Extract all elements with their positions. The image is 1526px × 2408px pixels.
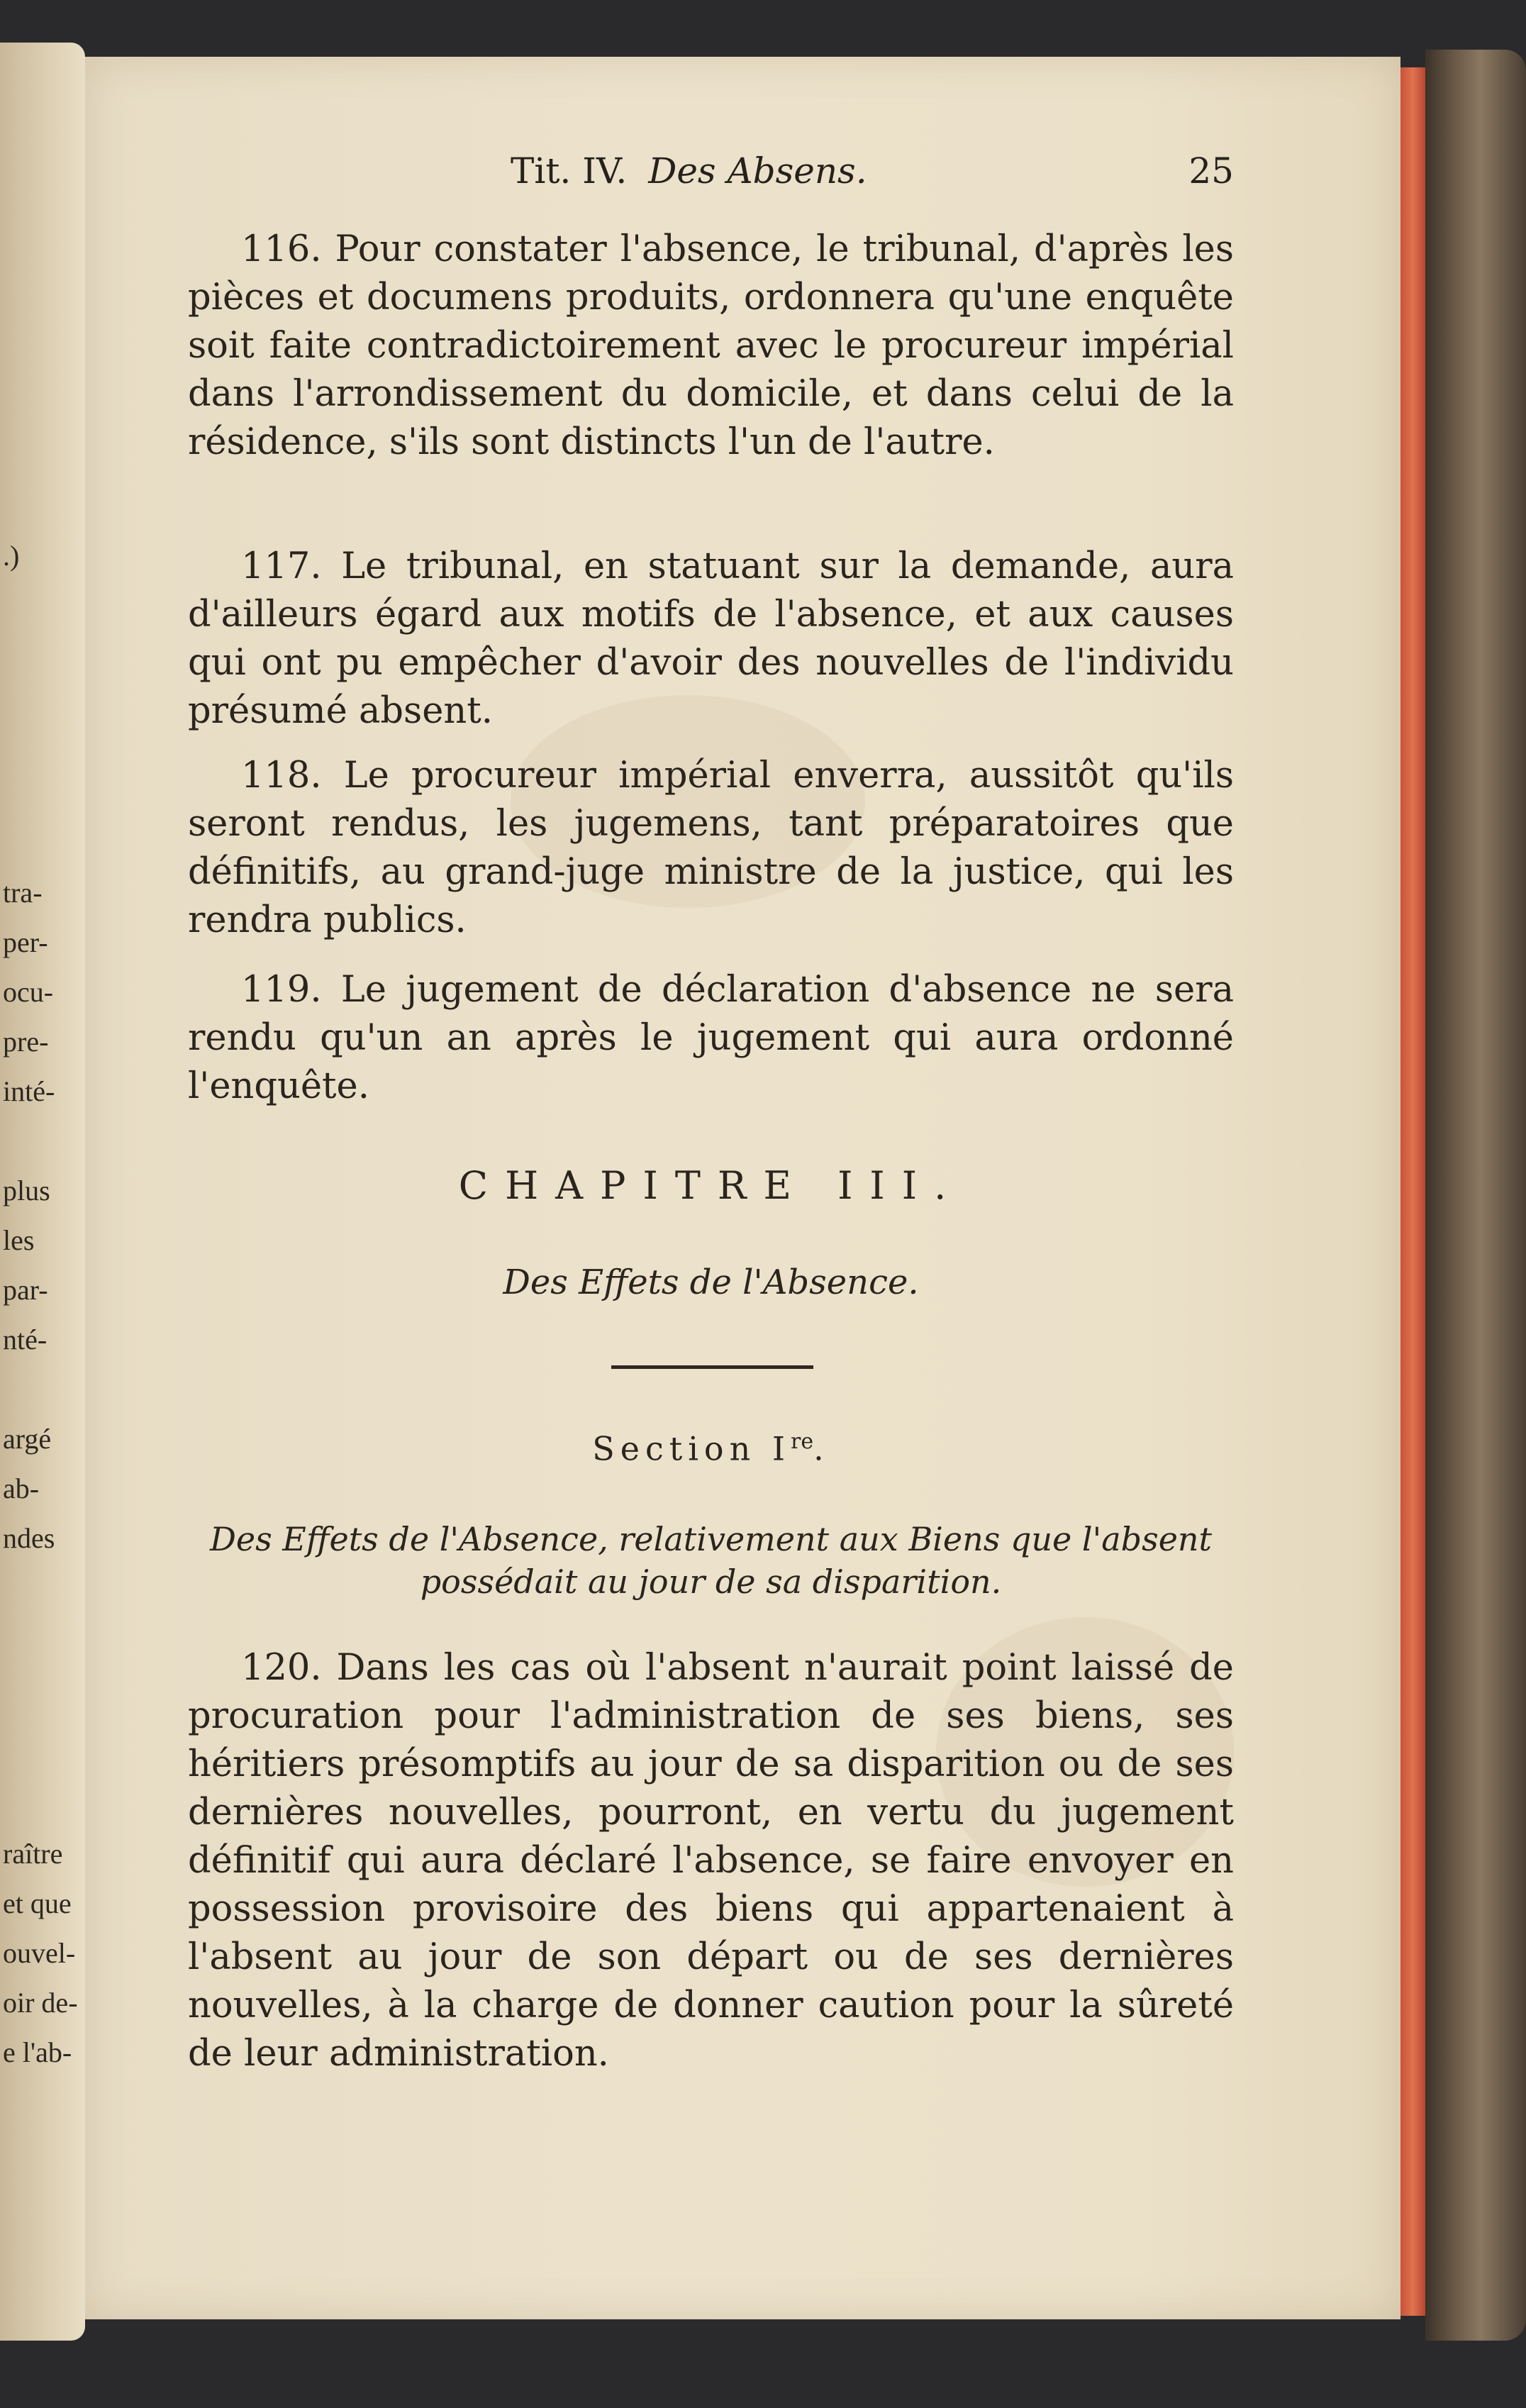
left-page-line: ab-: [3, 1472, 40, 1504]
article-116: 116. Pour constater l'absence, le tribunal, d'après les pièces et documens produits, ordonnera qu'une enquête soit faite contradictoirement avec le procureur impérial dans l'arrondissement du domicile, et dans celui de la résidence, s'ils sont distincts l'un de l'autre.: [188, 228, 1234, 463]
left-page-line: nté-: [3, 1324, 48, 1355]
left-page-line: ocu-: [3, 976, 54, 1008]
left-page-line: raître: [3, 1838, 63, 1870]
red-page-edge: [1400, 67, 1425, 2316]
left-page-line: inté-: [3, 1075, 55, 1107]
section-heading: [188, 1429, 1234, 1467]
left-page-line: ndes: [3, 1522, 55, 1554]
section-heading-text: Section I: [592, 1429, 791, 1468]
left-page-line: et que: [3, 1887, 72, 1919]
left-page-edge: [0, 43, 85, 2341]
left-page-line: per-: [3, 926, 48, 958]
left-page-line: pre-: [3, 1026, 49, 1058]
section-heading-end: .: [813, 1429, 830, 1468]
left-page-line: .): [3, 540, 20, 572]
header-title: [511, 150, 867, 192]
left-page-line: oir de-: [3, 1987, 78, 2019]
article-117: 117. Le tribunal, en statuant sur la demande, aura d'ailleurs égard aux motifs de l'absence, et aux causes qui ont pu empêcher d'avoir des nouvelles de l'individu présumé absent.: [188, 545, 1234, 732]
header-title-italic: Des Absens.: [648, 150, 867, 192]
left-page-line: e l'ab-: [3, 2036, 72, 2068]
section-divider: [611, 1365, 813, 1369]
left-page-line: tra-: [3, 877, 43, 909]
article-118: 118. Le procureur impérial enverra, aussitôt qu'ils seront rendus, les jugemens, tant préparatoires que définitifs, au grand-juge ministre de la justice, qui les rendra publics.: [188, 755, 1234, 941]
page-number: 25: [1188, 150, 1234, 192]
header-title-text: Tit. IV.: [511, 150, 628, 192]
article-120: 120. Dans les cas où l'absent n'aurait point laissé de procuration pour l'administration de ses biens, ses héritiers présomptifs au jour de sa disparition ou de ses dernières nouvelles, pourront, en vertu du jugement définitif qui aura déclaré l'absence, se faire envoyer en possession provisoire des biens qui appartenaient à l'absent au jour de son départ ou de ses dernières nouvelles, à la charge de donner caution pour la sûreté de leur administration.: [188, 1647, 1234, 2075]
section-heading-sup: re: [791, 1429, 814, 1454]
left-page-line: plus: [3, 1175, 50, 1206]
section-subtitle: Des Effets de l'Absence, relativement aux Biens que l'absent possédait au jour de sa disparition.: [209, 1520, 1213, 1601]
book-binding: [1425, 50, 1526, 2341]
article-119: 119. Le jugement de déclaration d'absence ne sera rendu qu'un an après le jugement qui aura ordonné l'enquête.: [188, 969, 1234, 1107]
chapter-heading: CHAPITRE III.: [458, 1163, 964, 1208]
chapter-subtitle: Des Effets de l'Absence.: [503, 1263, 919, 1302]
left-page-line: par-: [3, 1274, 48, 1306]
left-page-line: argé: [3, 1423, 52, 1455]
left-page-line: les: [3, 1224, 35, 1256]
running-header: [511, 150, 1234, 200]
left-page-line: ouvel-: [3, 1937, 76, 1969]
